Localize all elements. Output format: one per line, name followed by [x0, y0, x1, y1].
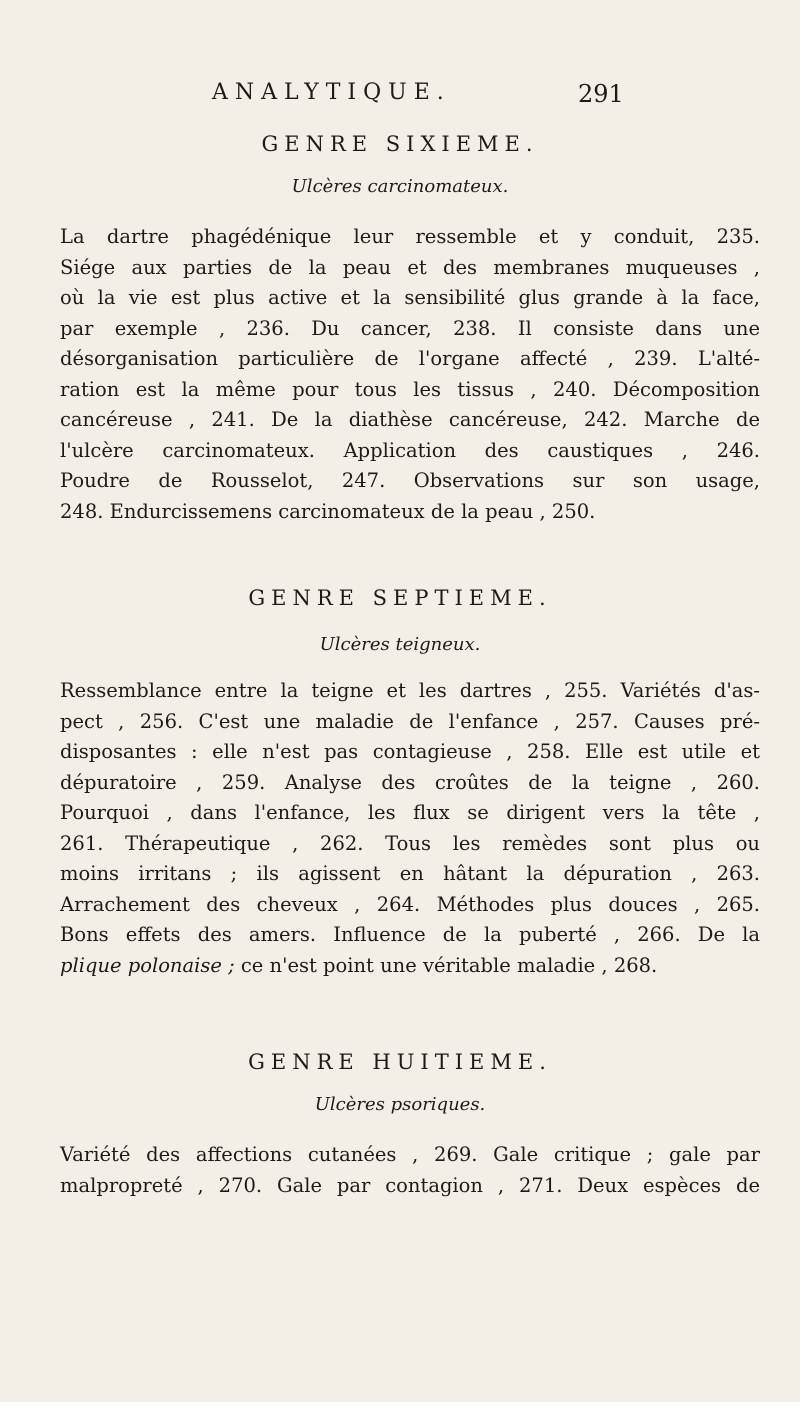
- page-number: 291: [578, 80, 624, 108]
- text-line: [60, 951, 760, 982]
- section-body-genre-huitieme: [60, 1140, 760, 1201]
- text-line: pect , 256. C'est une maladie de l'enfance , 257. Causes pré-: [60, 709, 760, 733]
- text-line: Bons effets des amers. Influence de la puberté , 266. De la: [60, 923, 760, 946]
- text-line: malpropreté , 270. Gale par contagion , 271. Deux espèces de: [60, 1173, 760, 1197]
- text-line: La dartre phagédénique leur ressemble et y conduit, 235.: [60, 225, 760, 248]
- text-line: dépuratoire , 259. Analyse des croûtes de la teigne , 260.: [60, 770, 760, 794]
- text-line: Poudre de Rousselot, 247. Observations sur son usage,: [60, 469, 760, 492]
- text-line: cancéreuse , 241. De la diathèse cancéreuse, 242. Marche de: [60, 408, 760, 431]
- italic-term-plique-polonaise: plique polonaise ;: [60, 953, 235, 977]
- running-title: ANALYTIQUE.: [212, 80, 451, 105]
- text-line: ration est la même pour tous les tissus , 240. Décomposition: [60, 377, 760, 401]
- text-line: Ressemblance entre la teigne et les dartres , 255. Variétés d'as-: [60, 679, 760, 702]
- text-line: l'ulcère carcinomateux. Application des caustiques , 246.: [60, 438, 760, 462]
- section-heading-genre-huitieme: GENRE HUITIEME.: [248, 1050, 552, 1074]
- text-line: où la vie est plus active et la sensibilité glus grande à la face,: [60, 286, 760, 309]
- text-line: désorganisation particulière de l'organe affecté , 239. L'alté-: [60, 347, 760, 370]
- section-body-genre-septieme: [60, 676, 760, 981]
- text-line: Siége aux parties de la peau et des membranes muqueuses ,: [60, 255, 760, 279]
- running-head: [0, 80, 800, 120]
- section-subtitle-ulceres-carcinomateux: Ulcères carcinomateux.: [291, 176, 509, 197]
- section-subtitle-ulceres-teigneux: Ulcères teigneux.: [319, 634, 481, 655]
- section-body-genre-sixieme: [60, 222, 760, 527]
- section-heading-genre-sixieme: GENRE SIXIEME.: [261, 132, 539, 156]
- text-line: 248. Endurcissemens carcinomateux de la peau , 250.: [60, 499, 596, 523]
- text-line: 261. Thérapeutique , 262. Tous les remèdes sont plus ou: [60, 831, 760, 855]
- text-line-rest: ce n'est point une véritable maladie , 268.: [240, 953, 658, 977]
- text-line: Pourquoi , dans l'enfance, les flux se dirigent vers la tête ,: [60, 801, 760, 824]
- text-line: Arrachement des cheveux , 264. Méthodes plus douces , 265.: [60, 892, 760, 916]
- text-line: moins irritans ; ils agissent en hâtant la dépuration , 263.: [60, 862, 760, 885]
- text-line: Variété des affections cutanées , 269. Gale critique ; gale par: [60, 1143, 760, 1166]
- section-heading-genre-septieme: GENRE SEPTIEME.: [248, 586, 552, 610]
- text-line: par exemple , 236. Du cancer, 238. Il consiste dans une: [60, 316, 760, 340]
- section-subtitle-ulceres-psoriques: Ulcères psoriques.: [314, 1094, 486, 1115]
- text-line: disposantes : elle n'est pas contagieuse , 258. Elle est utile et: [60, 740, 760, 763]
